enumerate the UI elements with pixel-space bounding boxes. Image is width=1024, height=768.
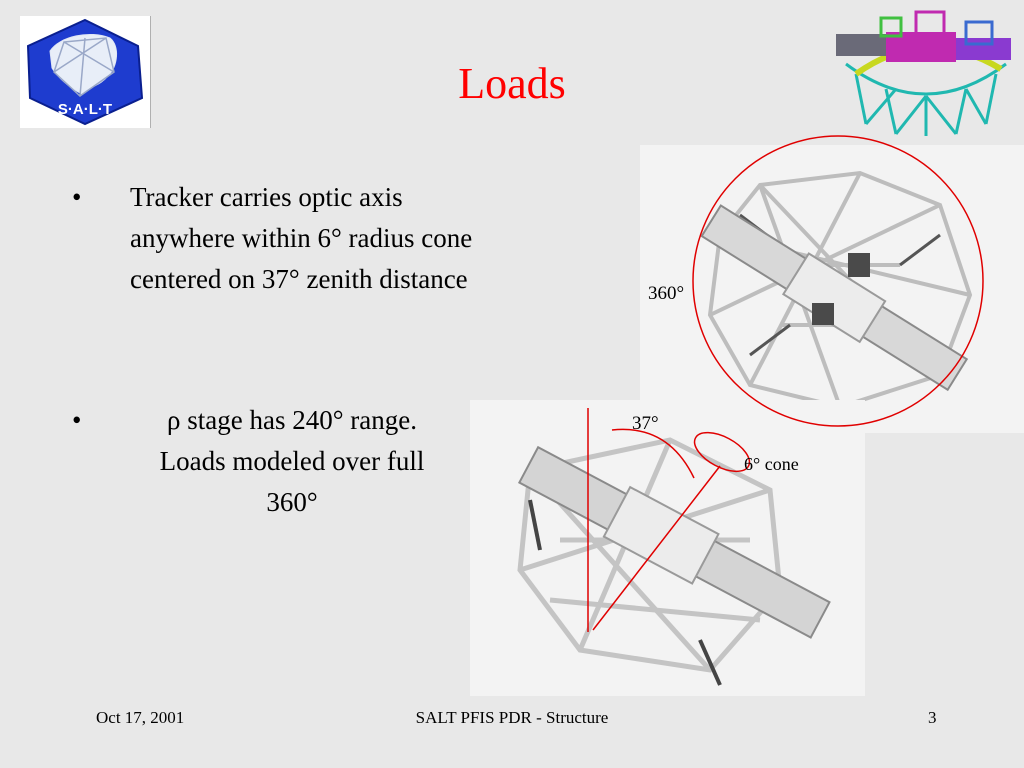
footer-date: Oct 17, 2001 xyxy=(96,708,185,727)
bullet-marker: • xyxy=(72,405,82,435)
label-360: 360° xyxy=(648,283,685,304)
slide-title: Loads xyxy=(458,59,566,108)
bullet-2-line-1: ρ stage has 240° range. xyxy=(167,405,417,435)
bullet-1-line-1: Tracker carries optic axis xyxy=(130,182,403,212)
bullet-2-line-2: Loads modeled over full xyxy=(159,446,425,476)
angle-arc xyxy=(612,429,694,478)
footer-title: SALT PFIS PDR - Structure xyxy=(415,708,609,727)
bullet-1-line-3: centered on 37° zenith distance xyxy=(130,264,468,294)
optic-axis-line xyxy=(593,466,720,630)
logo-text: S·A·L·T xyxy=(57,101,113,118)
bullet-marker: • xyxy=(72,182,82,212)
footer-page-number: 3 xyxy=(928,708,937,727)
bullet-1-line-2: anywhere within 6° radius cone xyxy=(130,223,473,253)
label-37: 37° xyxy=(632,413,659,434)
bullet-2-line-3: 360° xyxy=(266,487,318,517)
rotation-circle xyxy=(693,136,983,426)
label-6-cone: 6° cone xyxy=(744,454,799,474)
